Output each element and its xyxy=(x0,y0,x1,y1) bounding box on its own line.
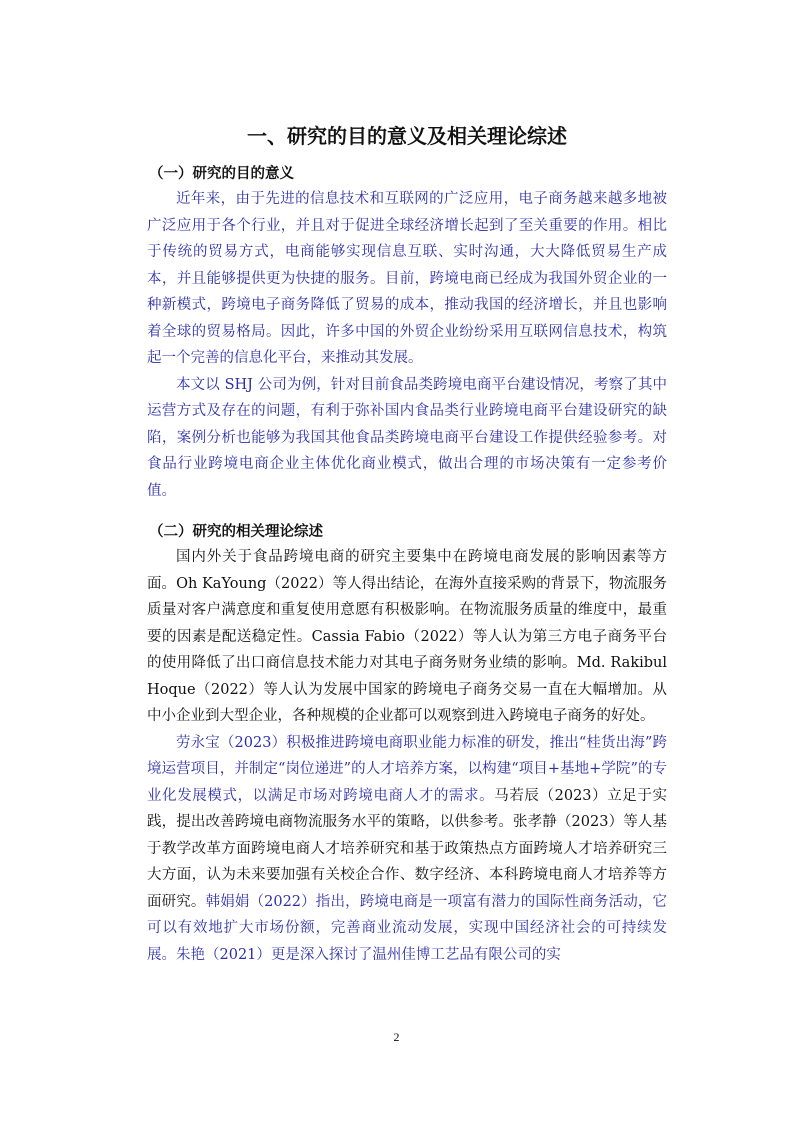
paragraph-text-segment: 劳永宝（2023）积极推进跨境电商职业能力标准的研发，推出“桂货出海”跨境运营项目，并制定“岗位递进”的人才培养方案，以构建“项目+基地+学院”的专业化发展模式，以满足市场对跨境电商人才的需求。 xyxy=(147,734,667,804)
section-heading-purpose: （一）研究的目的意义 xyxy=(149,166,294,182)
paragraph-review-1 xyxy=(147,544,667,730)
paragraph-text: 国内外关于食品跨境电商的研究主要集中在跨境电商发展的影响因素等方面。Oh KaYoung（2022）等人得出结论，在海外直接采购的背景下，物流服务质量对客户满意度和重复使用意愿有积极影响。在物流服务质量的维度中，最重要的因素是配送稳定性。Cassia Fabio（2022）等人认为第三方电子商务平台的使用降低了出口商信息技术能力对其电子商务财务业绩的影响。Md. Rakibul Hoque（2022）等人认为发展中国家的跨境电子商务交易一直在大幅增加。从中小企业到大型企业，各种规模的企业都可以观察到进入跨境电子商务的好处。 xyxy=(147,549,667,724)
paragraph-review-2 xyxy=(147,730,667,969)
paragraph-purpose-1 xyxy=(147,186,667,372)
paragraph-text: 近年来，由于先进的信息技术和互联网的广泛应用，电子商务越来越多地被广泛应用于各个行业，并且对于促进全球经济增长起到了至关重要的作用。相比于传统的贸易方式，电商能够实现信息互联、实时沟通，大大降低贸易生产成本，并且能够提供更为快捷的服务。目前，跨境电商已经成为我国外贸企业的一种新模式，跨境电子商务降低了贸易的成本，推动我国的经济增长，并且也影响着全球的贸易格局。因此，许多中国的外贸企业纷纷采用互联网信息技术，构筑起一个完善的信息化平台，来推动其发展。 xyxy=(147,191,667,366)
paragraph-purpose-2 xyxy=(147,372,667,505)
paragraph-text-segment: 韩娟娟（2022）指出，跨境电商是一项富有潜力的国际性商务活动，它可以有效地扩大市场份额，完善商业流动发展，实现中国经济社会的可持续发展。朱艳（2021）更是深入探讨了温州佳博工艺品有限公司的实 xyxy=(147,893,667,963)
page-content xyxy=(147,118,667,968)
paragraph-text: 本文以 SHJ 公司为例，针对目前食品类跨境电商平台建设情况，考察了其中运营方式及存在的问题，有利于弥补国内食品类行业跨境电商平台建设研究的缺陷，案例分析也能够为我国其他食品类跨境电商平台建设工作提供经验参考。对食品行业跨境电商企业主体优化商业模式，做出合理的市场决策有一定参考价值。 xyxy=(147,376,667,499)
section-heading-review: （二）研究的相关理论综述 xyxy=(149,524,323,540)
paragraph-text-segment: 马若辰（2023）立足于实践，提出改善跨境电商物流服务水平的策略，以供参考。张孝静（2023）等人基于教学改革方面跨境电商人才培养研究和基于政策热点方面跨境人才培养研究三大方面，认为未来要加强有关校企合作、数字经济、本科跨境电商人才培养等方面研究。 xyxy=(147,787,668,910)
page-title: 一、研究的目的意义及相关理论综述 xyxy=(247,124,567,148)
page-number: 2 xyxy=(393,1030,400,1044)
